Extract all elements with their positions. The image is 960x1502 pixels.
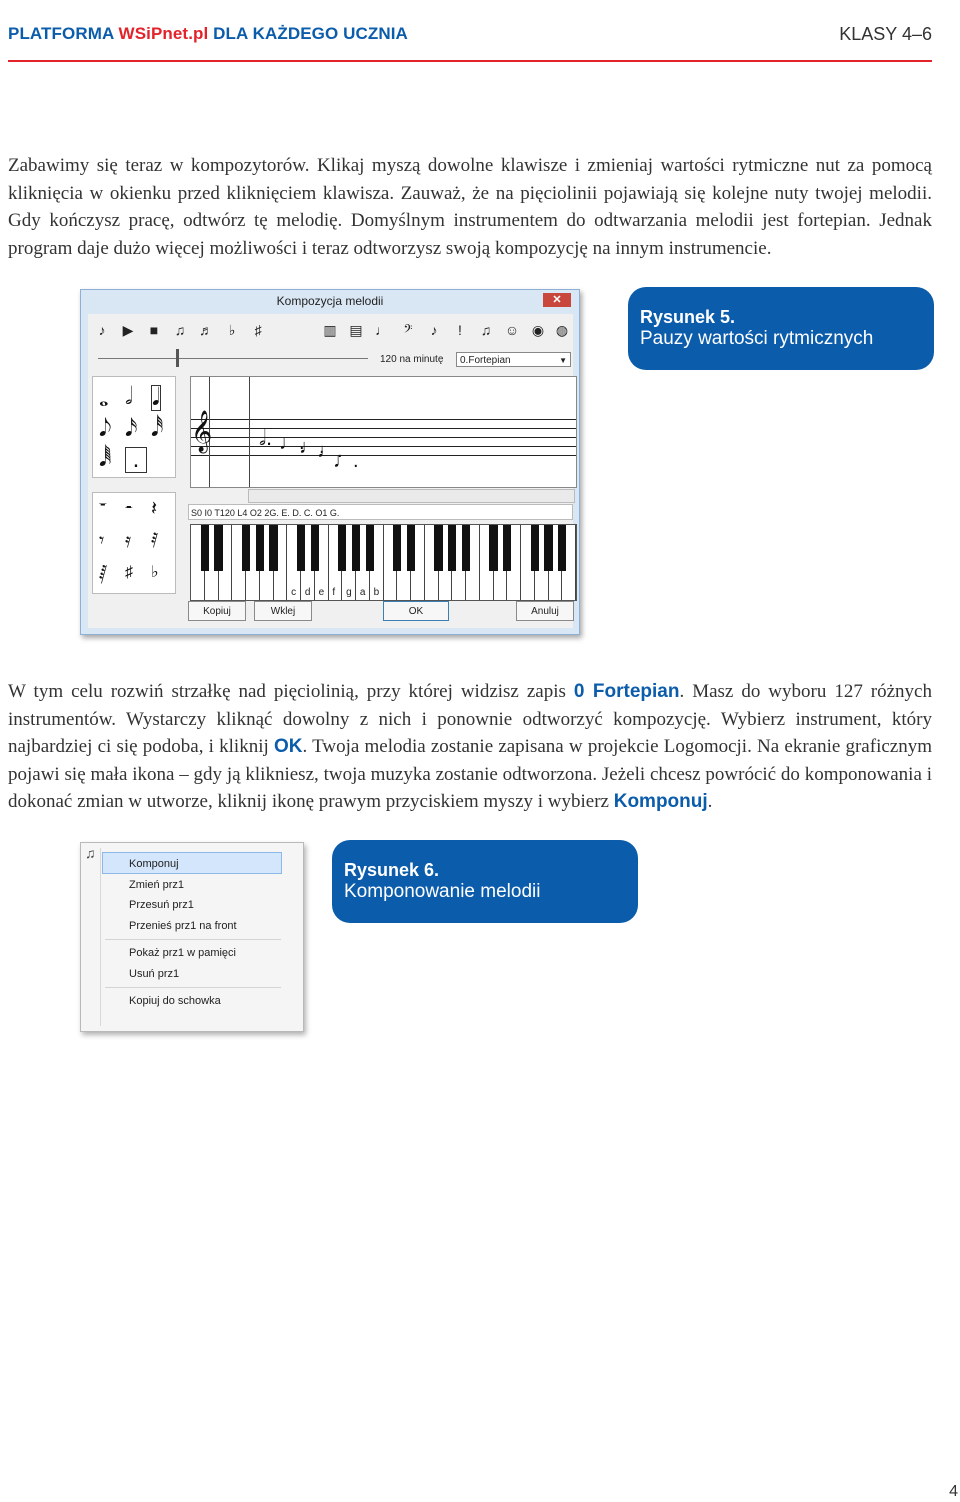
melody-code-field[interactable]: S0 I0 T120 L4 O2 2G. E. D. C. O1 G. [188,504,573,520]
black-key[interactable] [503,525,511,571]
black-key[interactable] [256,525,264,571]
dialog-title: Kompozycja melodii [276,294,384,308]
black-key[interactable] [297,525,305,571]
figure-caption: Pauzy wartości rytmicznych [640,328,874,349]
exclamation-icon[interactable]: ! [458,322,462,338]
figure-caption: Komponowanie melodii [344,881,541,902]
instrument-select[interactable]: 0.Fortepian ▼ [456,352,571,367]
black-key[interactable] [269,525,277,571]
flat-button[interactable]: ♭ [151,564,159,581]
menu-item-delete[interactable]: Usuń prz1 [129,968,180,980]
dialog-body [88,314,573,628]
flat-notes-icon[interactable]: ♭ [228,321,236,338]
piano-icon[interactable]: ▥ [323,321,337,338]
black-key[interactable] [407,525,415,571]
figure-5-caption [628,287,934,370]
black-key[interactable] [462,525,470,571]
copy-button[interactable]: Kopiuj [188,601,246,621]
menu-item-change[interactable]: Zmień prz1 [129,879,185,891]
rest-values-panel [92,492,176,594]
staff-note: ♩. [279,432,305,454]
menu-item-compose[interactable]: Komponuj [129,858,179,870]
sharp-notes-icon[interactable]: ♯ [254,322,262,338]
brand-title: PLATFORMA WSiPnet.pl DLA KAŻDEGO UCZNIA [8,24,408,43]
note-icon[interactable]: ♪ [98,322,106,338]
staff-note: 𝅗𝅥. [259,425,273,450]
quarter-rest[interactable]: 𝄽 [151,498,158,520]
black-key[interactable] [558,525,566,571]
key-label: a [359,587,366,598]
black-key[interactable] [242,525,250,571]
staff-area[interactable] [190,376,577,488]
black-key[interactable] [366,525,374,571]
key-label: d [304,587,311,598]
music-icon: ♫ [85,845,96,861]
black-key[interactable] [352,525,360,571]
globe-icon[interactable]: ◉ [531,321,545,338]
eighth-rest[interactable]: 𝄾 [99,530,105,552]
sixteenth-note[interactable]: 𝅘𝅥𝅯 [125,415,138,442]
whole-note[interactable]: 𝅝 [99,385,109,412]
figure-number: Rysunek 6. [344,860,440,880]
black-key[interactable] [434,525,442,571]
organ-icon[interactable]: ▤ [349,321,363,338]
note-values-panel [92,376,176,478]
page-number: 4 [949,1483,958,1500]
menu-item-show-memory[interactable]: Pokaż prz1 w pamięci [129,947,236,959]
intro-paragraph: Zabawimy się teraz w kompozytorów. Klikaj myszą dowolne klawisze i zmieniaj wartości rytmiczne nut za pomocą kliknięcia w okienku przed kliknięciem klawisza. Zauważ, że na pięciolinii pojawiają się kolejne nuty twojej melodii. Gdy kończysz pracę, odtwórz tę melodię. Domyślnym instrumentem do odtwarzania melodii jest fortepian. Jednak program daje dużo więcej możliwości i teraz odtworzysz swoją kompozycję na innym instrumencie. [8,155,932,259]
black-key[interactable] [544,525,552,571]
chevron-down-icon: ▼ [559,356,567,365]
violin-icon[interactable]: ♫ [480,322,492,338]
black-key[interactable] [489,525,497,571]
face-icon[interactable]: ☺ [504,322,520,338]
black-key[interactable] [201,525,209,571]
key-label: c [291,587,297,598]
stop-icon[interactable]: ■ [149,322,159,338]
keyword-ok: OK [273,736,303,757]
black-key[interactable] [448,525,456,571]
menu-item-copy-clipboard[interactable]: Kopiuj do schowka [129,995,221,1007]
tempo-slider-track[interactable] [98,358,368,359]
play-icon[interactable]: ▶ [122,321,134,338]
key-label: f [332,587,336,598]
close-button[interactable]: ✕ [543,293,571,307]
context-menu [80,842,304,1032]
bass-clef-icon[interactable]: 𝄢 [403,321,413,338]
sharp-button[interactable]: ♯ [125,564,133,581]
treble-clef-icon: 𝄞 [191,410,213,451]
paste-button[interactable]: Wklej [254,601,312,621]
brand-highlight: WSiPnet.pl [118,24,209,43]
sixty-fourth-note[interactable]: 𝅘𝅥𝅱 [99,445,112,472]
quarter-note[interactable]: 𝅘𝅥 [152,384,160,411]
half-note[interactable]: 𝅗𝅥 [125,383,133,410]
cancel-button[interactable]: Anuluj [516,601,574,621]
grade-label: KLASY 4–6 [839,24,932,44]
tempo-slider-handle[interactable] [176,349,179,367]
black-key[interactable] [393,525,401,571]
guitar-icon[interactable]: ♩ [375,322,389,338]
whole-rest[interactable]: 𝄻 [99,498,107,520]
staff-note: ♩. [299,436,325,458]
thirty-second-note[interactable]: 𝅘𝅥𝅰 [151,415,164,442]
menu-item-move[interactable]: Przesuń prz1 [129,899,194,911]
composition-dialog [80,289,580,635]
black-key[interactable] [531,525,539,571]
black-key[interactable] [338,525,346,571]
sixty-fourth-rest[interactable]: 𝅁 [99,562,108,584]
tempo-label: 120 na minutę [380,354,444,365]
staff-note: ♩. [317,440,343,462]
notes-icon[interactable]: ♬ [199,322,213,338]
page-header [8,22,932,62]
staff-scrollbar[interactable] [248,489,575,503]
key-label: g [346,587,352,598]
sixteenth-rest[interactable]: 𝄿 [125,530,132,552]
figure-6-caption [332,840,638,923]
thirty-second-rest[interactable]: 𝅀 [151,530,159,552]
body-paragraph: W tym celu rozwiń strzałkę nad pięciolinią, przy której widzisz zapis 0 Fortepian. Masz do wyboru 127 różnych instrumentów. Wystarczy kliknąć dowolny z nich i ponownie odtworzyć kompozycję. Wybierz instrument, który najbardziej ci się podoba, i kliknij OK. Twoja melodia zostanie zapisana w projekcie Logomocji. Na ekranie graficznym pojawi się mała ikona – gdy ją klikniesz, twoja muzyka zostanie odtworzona. Jeżeli chcesz powrócić do komponowania i dokonać zmian w utworze, kliknij ikonę prawym przyciskiem myszy i wybierz Komponuj. [8,681,932,812]
header-divider [8,60,932,62]
figure-number: Rysunek 5. [640,307,736,327]
ok-button[interactable]: OK [383,601,449,621]
key-label: e [318,587,325,598]
keyword-fortepian: 0 Fortepian [573,681,680,702]
half-rest[interactable]: 𝄼 [125,498,133,520]
drum-icon[interactable]: ◍ [555,321,569,338]
black-key[interactable] [214,525,222,571]
piano-keyboard[interactable] [190,524,577,601]
key-label: b [373,587,380,598]
keyword-komponuj: Komponuj [613,791,708,812]
dot-button[interactable]: . [125,447,147,473]
eighth-note[interactable]: 𝅘𝅥𝅮 [99,415,112,442]
staff-note: ♩. [333,450,359,472]
score-icon[interactable]: ♫ [174,322,186,338]
menu-item-bring-front[interactable]: Przenieś prz1 na front [129,920,237,932]
black-key[interactable] [311,525,319,571]
brass-icon[interactable]: ♪ [430,322,438,338]
